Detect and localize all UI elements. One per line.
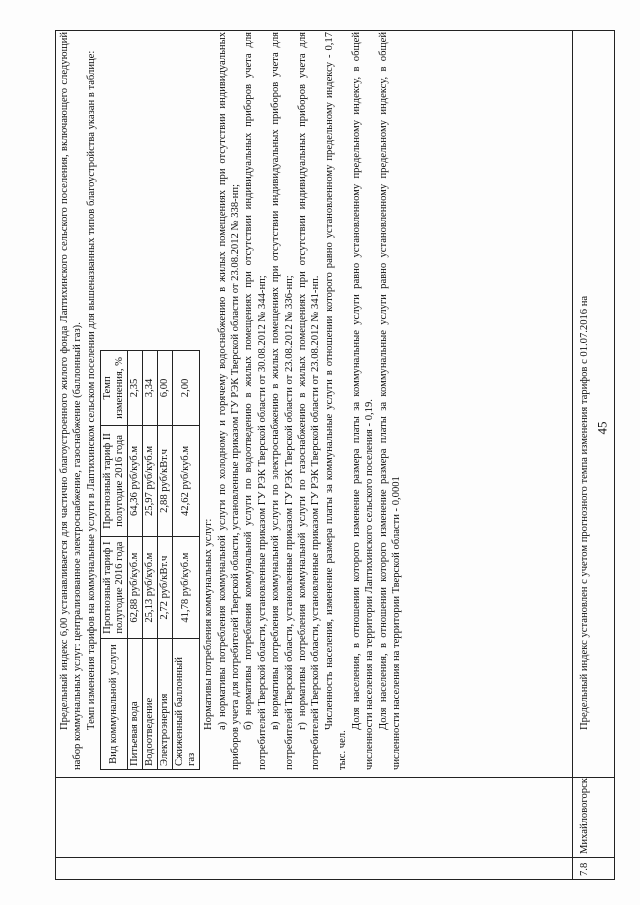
tariff-table-header: [101, 351, 128, 770]
table-row: [128, 351, 143, 770]
paragraph-norm-d: г) нормативы потребления коммунальной услуги по газоснабжению в жилых помещениях при отсутствии индивидуальных приборов учета для потребителей Тверской области, установленные приказом ГУ РЭК Тверской области от 23.08.2012 № 341-нп.: [297, 32, 322, 770]
table-row: [173, 351, 200, 770]
tariff-h1: 62,88 руб/куб.м: [128, 537, 143, 639]
paragraph-table-intro: Темп изменения тарифов на коммунальные услуги в Лаптихинском сельском поселении для вышеназванных типов благоустройства указан в таблице:: [85, 50, 97, 730]
header-change-rate: Темп изменения, %: [101, 351, 128, 426]
paragraph-norms-heading: Нормативы потребления коммунальных услуг:: [203, 518, 215, 730]
paragraph-index-info: Предельный индекс 6,00 устанавливается для частично благоустроенного жилого фонда Лаптихинского сельского поселения, включающего следующий набор коммунальных услуг: централизованное электроснабжение, газоснабжение (баллонный газ).: [59, 32, 84, 770]
service-name: Сжиженный баллонный газ: [173, 639, 200, 770]
header-service: Вид коммунальной услуги: [101, 639, 128, 770]
tariff-h2: 42,62 руб/куб.м: [173, 425, 200, 536]
change-rate: 3,34: [143, 351, 158, 426]
tariff-h1: 2,72 руб/кВт.ч: [158, 537, 173, 639]
paragraph-next-row: Предельный индекс установлен с учетом прогнозного темпа изменения тарифов с 01.07.2016 на: [579, 295, 590, 730]
column-divider-number: [55, 857, 615, 858]
table-row: [158, 351, 173, 770]
paragraph-population: Численность населения, изменение размера платы за коммунальные услуги в отношении которого равно установленному предельному индексу - 0,17 тыс. чел.: [323, 32, 349, 770]
row-number: 7.8: [579, 862, 590, 876]
tariff-h1: 41,78 руб/куб.м: [173, 537, 200, 639]
change-rate: 2,00: [173, 351, 200, 426]
tariff-h2: 25,97 руб/куб.м: [143, 425, 158, 536]
service-name: Питьевая вода: [128, 639, 143, 770]
rotated-table-page: [55, 30, 615, 880]
row-continuation-content: [55, 30, 572, 778]
town-cell: [572, 778, 615, 858]
table-row: [143, 351, 158, 770]
tariff-h2: 64,36 руб/куб.м: [128, 425, 143, 536]
change-rate: 6,00: [158, 351, 173, 426]
row-number-cell: [572, 858, 615, 880]
page-number: 45: [594, 421, 610, 435]
tariff-table: [100, 350, 200, 770]
paragraph-share-settlement: Доля населения, в отношении которого изменение размера платы за коммунальные услуги равно установленному предельному индексу, в общей численности населения на территории Лаптихинского сельского поселения - 0,19.: [350, 32, 376, 770]
tariff-h2: 2,88 руб/кВт.ч: [158, 425, 173, 536]
change-rate: 2,35: [128, 351, 143, 426]
header-tariff-h1: Прогнозный тариф I полугодие 2016 года: [101, 537, 128, 639]
paragraph-norm-a: а) нормативы потребления коммунальной услуги по холодному и горячему водоснабжению в жилых помещениях при отсутствии индивидуальных приборов учета для потребителей Тверской области, установленные приказом ГУ РЭК Тверской области от 23.08.2012 № 338-нп;: [216, 32, 242, 770]
paragraph-share-region: Доля населения, в отношении которого изменение размера платы за коммунальные услуги равно установленному предельному индексу, в общей численности населения на территории Тверской области - 0,0001: [377, 32, 402, 770]
paragraph-norm-c: в) нормативы потребления коммунальной услуги по электроснабжению в жилых помещениях при отсутствии индивидуальных приборов учета для потребителей Тверской области, установленные приказом ГУ РЭК Тверской области от 23.08.2012 № 336-нп;: [270, 32, 295, 770]
header-tariff-h2: Прогнозный тариф II полугодие 2016 года: [101, 425, 128, 536]
tariff-h1: 25,13 руб/куб.м: [143, 537, 158, 639]
town-name: Михайловогорск: [579, 778, 590, 854]
next-row-content: [572, 30, 615, 778]
service-name: Водоотведение: [143, 639, 158, 770]
paragraph-norm-b: б) нормативы потребления коммунальной услуги по водоотведению в жилых помещениях при отсутствии индивидуальных приборов учета для потребителей Тверской области, установленные приказом ГУ РЭК Тверской области от 30.08.2012 № 344-нп;: [243, 32, 268, 770]
service-name: Электроэнергия: [158, 639, 173, 770]
